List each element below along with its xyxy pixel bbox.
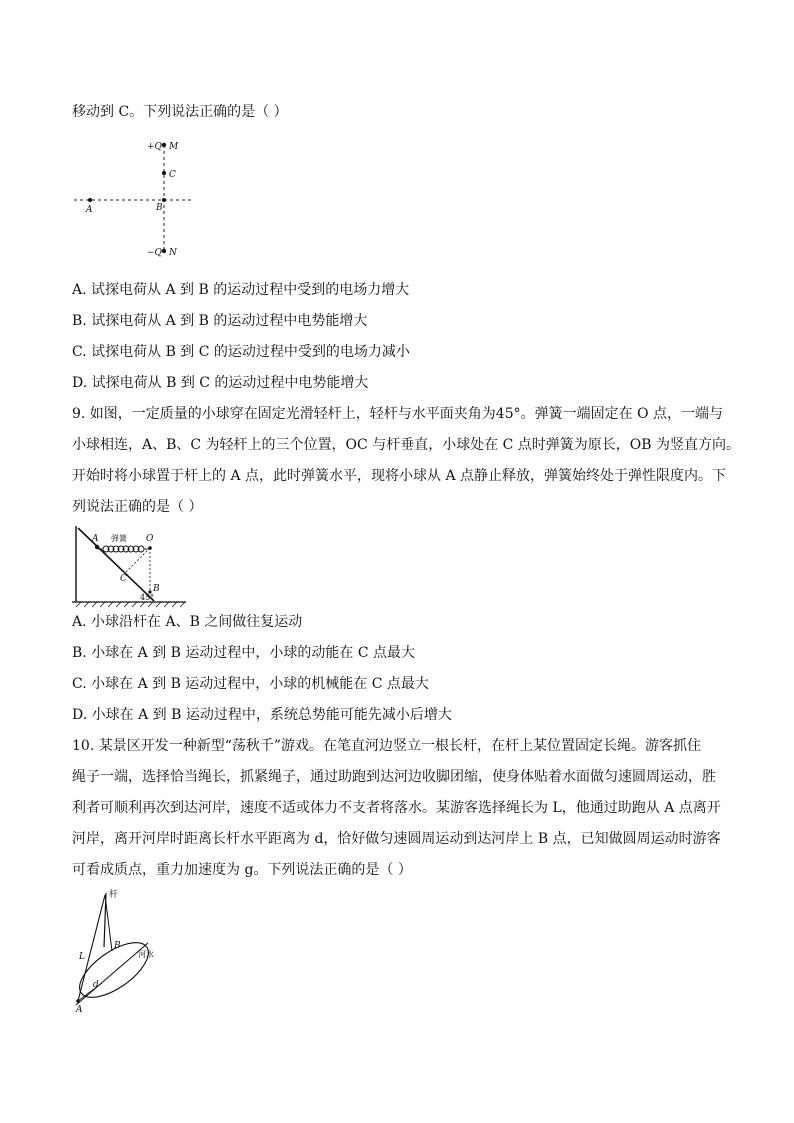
q8-point-n [162,249,166,253]
q8-point-b [162,198,166,202]
q8-label-plus-q: +Q [147,142,162,152]
q9-label-angle: 45° [140,593,155,602]
q9-option-a: A. 小球沿杆在 A、B 之间做往复运动 [72,614,303,630]
q9-label-c: C [120,574,127,584]
q8-option-b: B. 试探电荷从 A 到 B 的运动过程中电势能增大 [72,313,368,329]
q10-label-pole: 杆 [109,890,119,900]
q9-option-c: C. 小球在 A 到 B 运动过程中，小球的机械能在 C 点最大 [72,676,429,692]
q9-label-b: B [153,584,160,594]
q8-label-a: A [86,205,93,215]
q9-stem-line-3: 开始时将小球置于杆上的 A 点，此时弹簧水平，现将小球从 A 点静止释放，弹簧始终处于弹性限度内。下 [72,468,727,484]
q8-option-a: A. 试探电荷从 A 到 B 的运动过程中受到的电场力增大 [72,282,410,298]
q9-label-a: A [92,534,99,544]
q8-point-a [88,198,92,202]
q10-stem-line-1: 10. 某景区开发一种新型“荡秋千”游戏。在笔直河边竖立一根长杆，在杆上某位置固定长绳。游客抓住 [72,738,702,754]
q8-label-m: M [169,142,179,152]
q8-label-n: N [169,248,177,258]
q10-stem-line-4: 河岸，离开河岸时距离长杆水平距离为 d，恰好做匀速圆周运动到达河岸上 B 点，已知做圆周运动时游客 [72,831,721,847]
q9-stem-line-1: 9. 如图，一定质量的小球穿在固定光滑轻杆上，轻杆与水平面夹角为45°。弹簧一端固定在 O 点，一端与 [72,406,723,422]
q9-figure [70,522,190,608]
q8-stem-tail: 移动到 C。下列说法正确的是（ ） [72,104,288,120]
q9-option-d: D. 小球在 A 到 B 运动过程中，系统总势能可能先减小后增大 [72,707,452,723]
q8-option-c: C. 试探电荷从 B 到 C 的运动过程中受到的电场力减小 [72,344,410,360]
q10-figure [68,885,178,1015]
q9-stem-line-2: 小球相连，A、B、C 为轻杆上的三个位置，OC 与杆垂直，小球处在 C 点时弹簧为原长，OB 为竖直方向。 [72,437,741,453]
q10-label-b: B [114,941,121,951]
q9-ball-a [95,545,99,549]
q8-label-minus-q: −Q [147,248,162,258]
q9-point-o [148,546,152,550]
q9-label-o: O [146,534,154,544]
q10-rope-l [78,895,105,1001]
q9-option-b: B. 小球在 A 到 B 运动过程中，小球的动能在 C 点最大 [72,645,415,661]
q10-stem-line-2: 绳子一端，选择恰当绳长，抓紧绳子，通过助跑到达河边收脚团缩，使身体贴着水面做匀速圆周运动，胜 [72,769,716,785]
q8-label-c: C [169,170,176,180]
q10-label-d: d [93,980,99,990]
q9-spring [98,546,150,552]
q10-rope-b [105,895,112,951]
q9-label-spring: 弹簧 [111,534,127,543]
q10-stem-line-3: 利者可顺利再次到达河岸，速度不适或体力不支者将落水。某游客选择绳长为 L，他通过助跑从 A 点离开 [72,800,721,816]
q8-option-d: D. 试探电荷从 B 到 C 的运动过程中电势能增大 [72,375,369,391]
q9-ground-hatch [76,602,185,607]
q8-point-c [162,171,166,175]
q8-point-m [162,143,166,147]
q9-stem-line-4: 列说法正确的是（ ） [72,499,203,515]
q8-figure [70,135,200,260]
q10-stem-line-5: 可看成质点，重力加速度为 g。下列说法正确的是（ ） [72,862,412,878]
q10-point-a [76,999,80,1003]
q10-label-river: 河水 [138,950,154,959]
q8-label-b: B [156,203,163,213]
q10-label-a: A [76,1005,83,1015]
q10-label-l: L [79,952,85,962]
